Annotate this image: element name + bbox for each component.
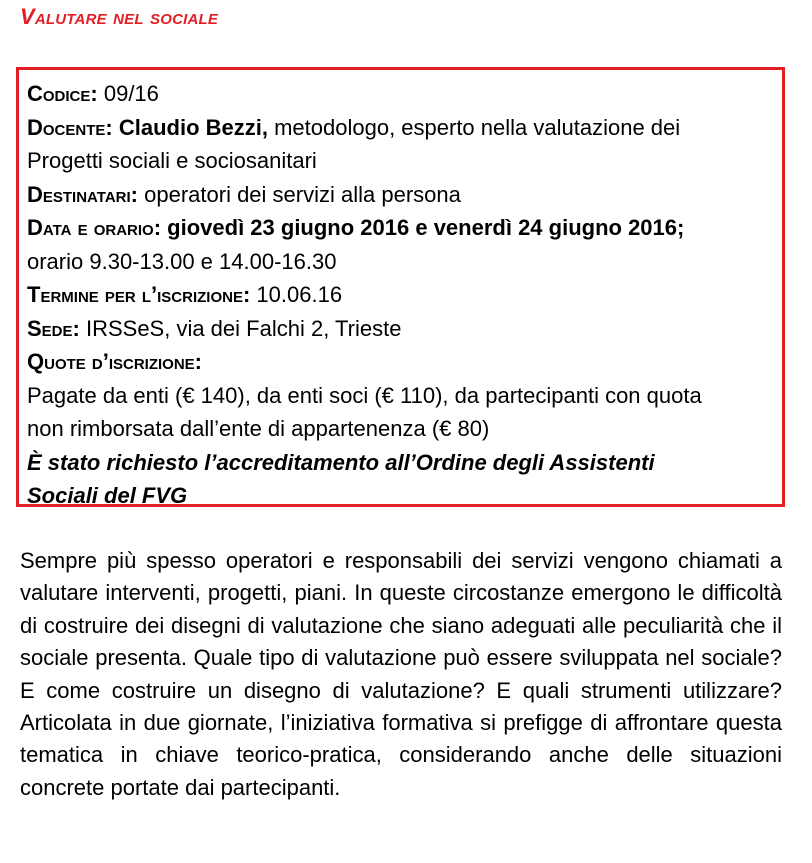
accreditation-line-2: Sociali del FVG: [27, 483, 188, 508]
deadline-row: [27, 278, 774, 312]
date-value: giovedì 23 giugno 2016 e venerdì 24 giugno 2016;: [167, 215, 685, 240]
deadline-value: 10.06.16: [256, 282, 343, 307]
venue-row: [27, 312, 774, 346]
teacher-row: [27, 111, 774, 145]
date-row: [27, 211, 774, 245]
audience-label: Destinatari:: [27, 181, 138, 207]
teacher-description-continued: Progetti sociali e sociosanitari: [27, 148, 317, 173]
fees-row: [27, 345, 774, 379]
teacher-name: Claudio Bezzi,: [118, 114, 268, 140]
course-description: Sempre più spesso operatori e responsabili dei servizi vengono chiamati a valutare interventi, progetti, piani. In queste circostanze emergono le difficoltà di costruire dei disegni di valutazione che siano adeguati alle peculiarità che il sociale presenta. Quale tipo di valutazione può essere sviluppata nel sociale? E come costruire un disegno di valutazione? E quali strumenti utilizzare? Articolata in due giornate, l’iniziativa formativa si prefigge di affrontare questa tematica in chiave teorico-pratica, considerando anche delle situazioni concrete portate dai partecipanti.: [20, 548, 782, 800]
audience-value: operatori dei servizi alla persona: [144, 181, 461, 207]
venue-label: Sede:: [27, 315, 80, 341]
page-title: Valutare nel sociale: [20, 4, 219, 29]
fees-line-1: Pagate da enti (€ 140), da enti soci (€ 110), da partecipanti con quota: [27, 382, 702, 408]
audience-row: [27, 178, 774, 212]
code-row: [27, 77, 774, 111]
time-value: orario 9.30-13.00 e 14.00-16.30: [27, 248, 337, 274]
fees-label: Quote d’iscrizione:: [27, 349, 203, 374]
deadline-label: Termine per l’iscrizione:: [27, 282, 251, 307]
teacher-label: Docente:: [27, 114, 113, 140]
code-label: Codice:: [27, 81, 98, 106]
venue-value: IRSSeS, via dei Falchi 2, Trieste: [85, 315, 402, 341]
teacher-description: metodologo, esperto nella valutazione dei: [274, 114, 681, 140]
fees-line-2: non rimborsata dall’ente di appartenenza (€ 80): [27, 416, 490, 441]
date-label: Data e orario:: [27, 215, 162, 240]
code-value: 09/16: [103, 81, 159, 106]
accreditation-line-1: È stato richiesto l’accreditamento all’Ordine degli Assistenti: [27, 449, 655, 475]
course-info-box: [16, 67, 785, 507]
